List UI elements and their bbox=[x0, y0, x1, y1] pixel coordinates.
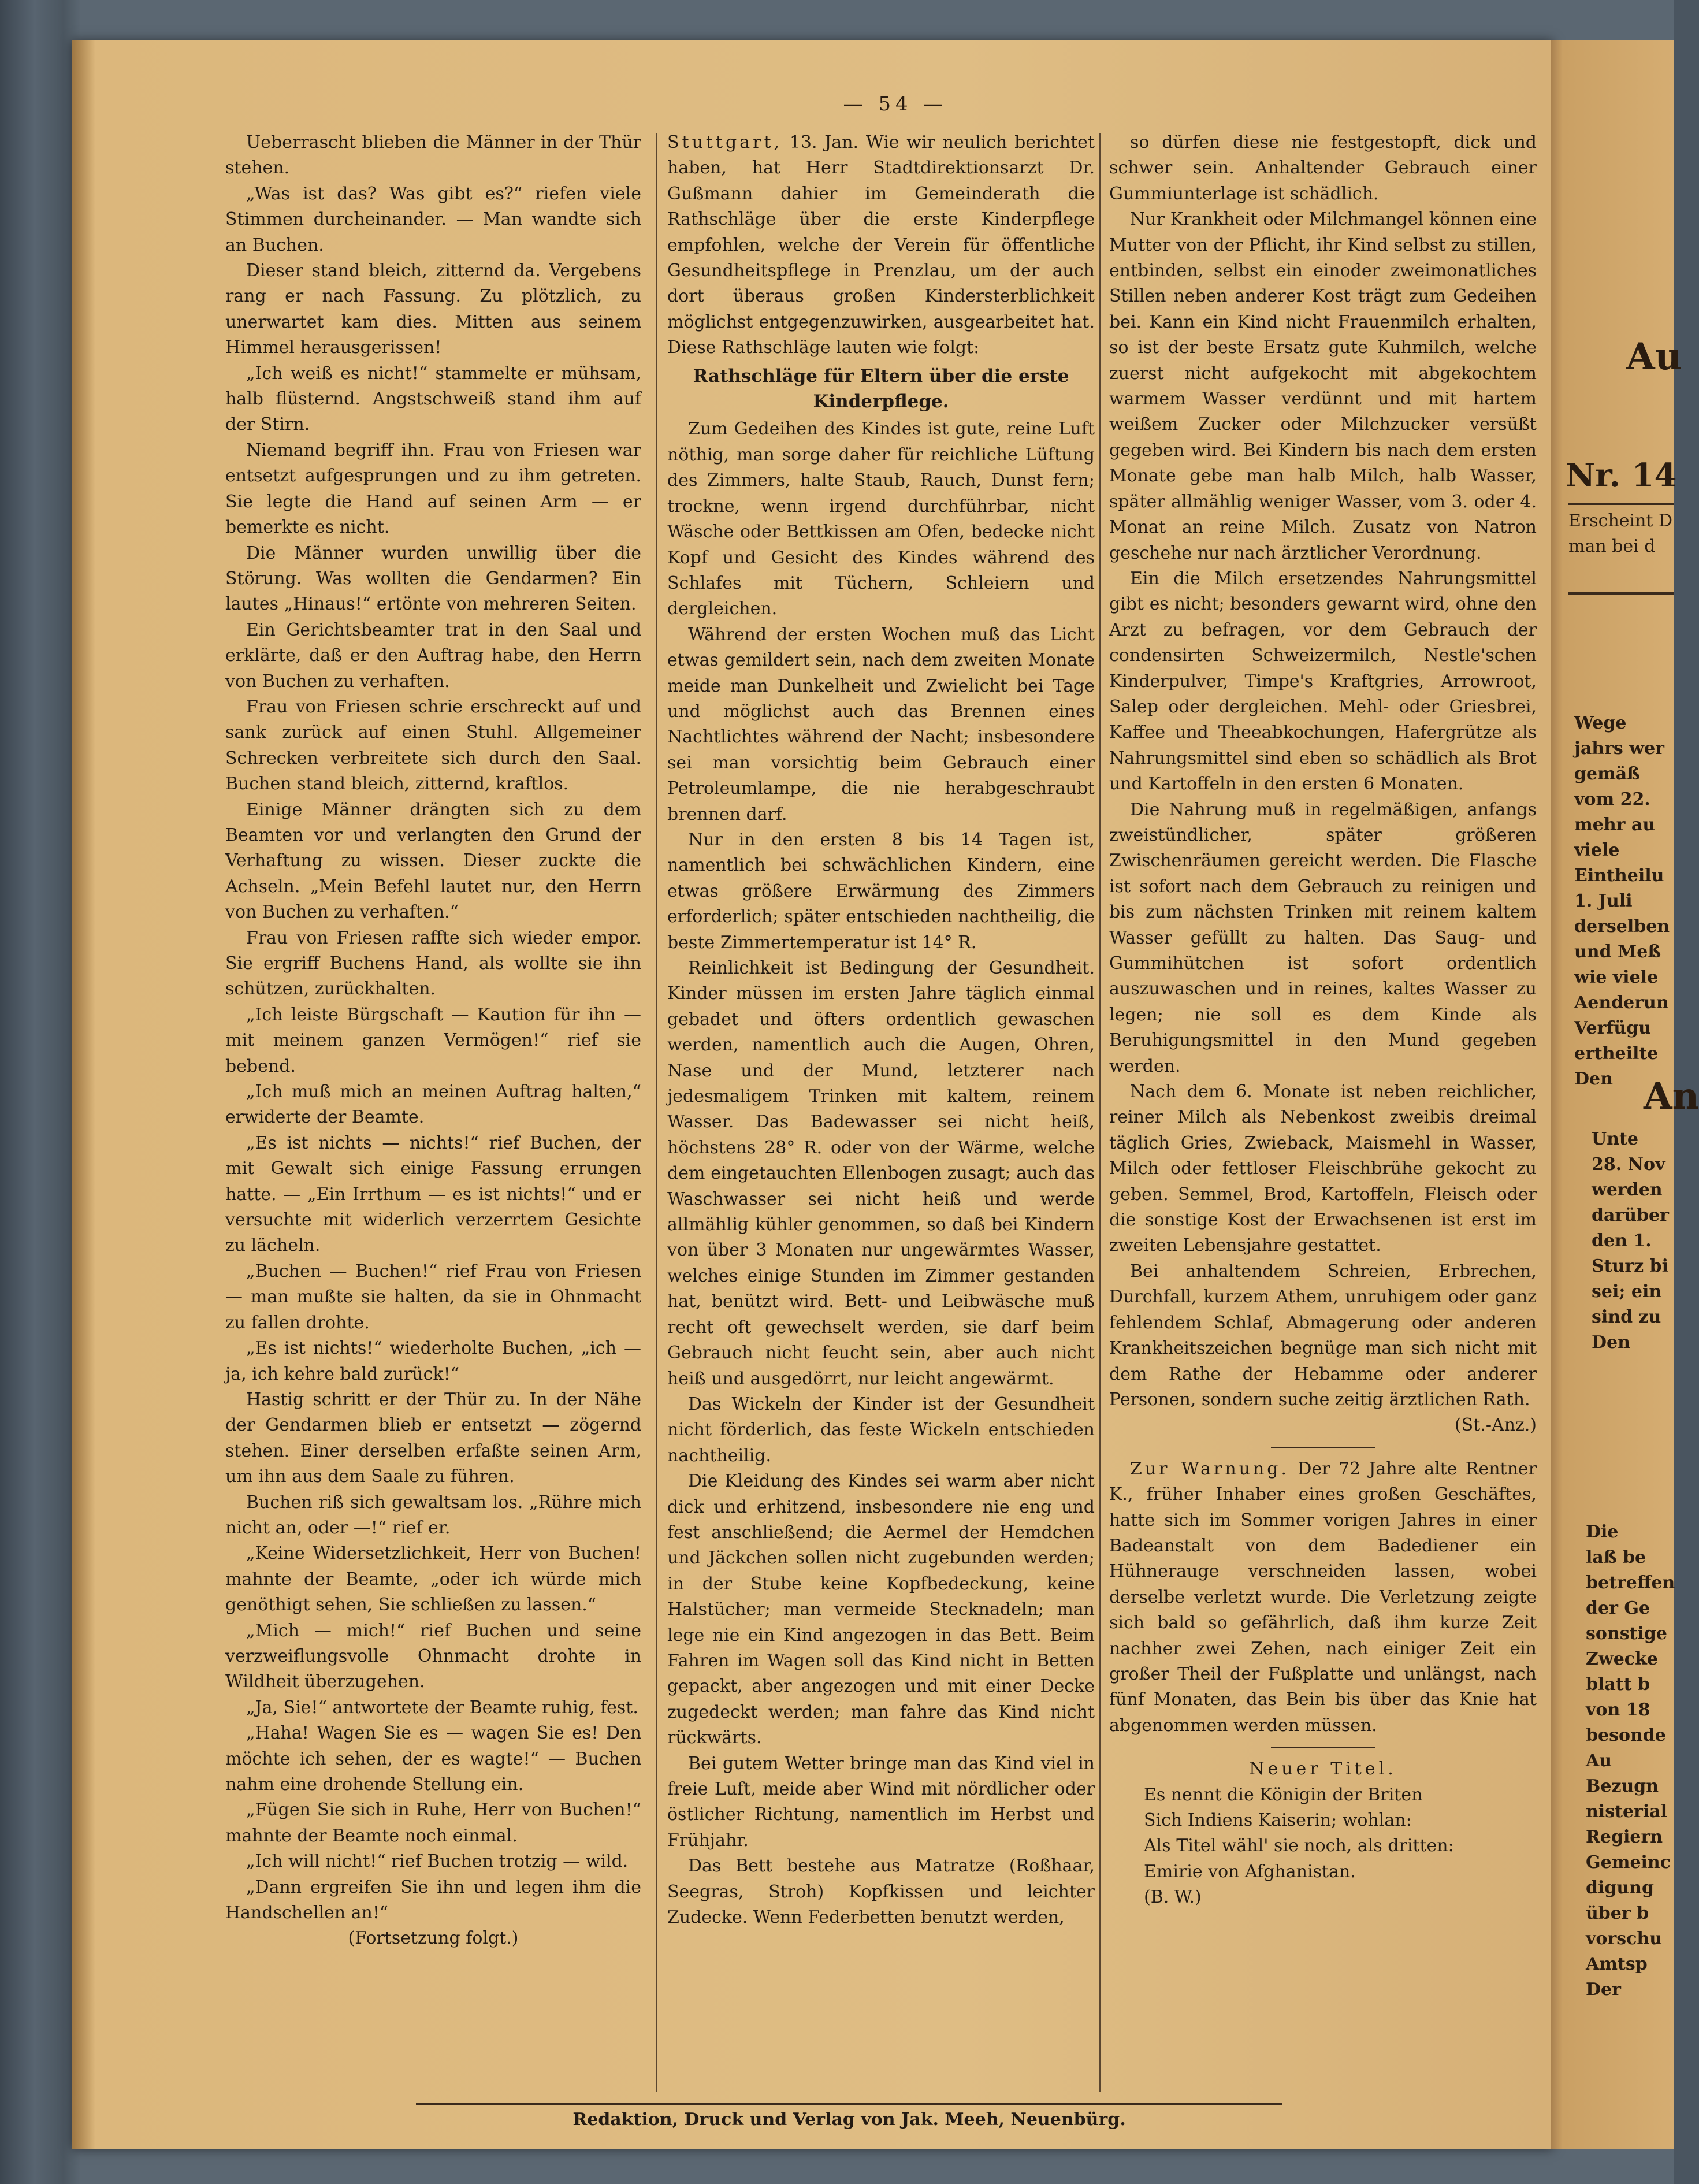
poem-source: (B. W.) bbox=[1144, 1887, 1202, 1908]
fragment-line: darüber bbox=[1592, 1205, 1669, 1225]
next-page-column-fragment bbox=[1574, 711, 1670, 1092]
fragment-line: besonde bbox=[1586, 1725, 1666, 1745]
fragment-line: man bei d bbox=[1568, 536, 1656, 556]
fragment-line: Regiern bbox=[1586, 1827, 1663, 1847]
paragraph: „Ja, Sie!“ antwortete der Beamte ruhig, fest. bbox=[246, 1697, 638, 1718]
paragraph: „Es ist nichts!“ wiederholte Buchen, „ich — ja, ich kehre bald zurück!“ bbox=[225, 1338, 641, 1384]
fragment-line: von 18 bbox=[1586, 1700, 1650, 1720]
paragraph: Frau von Friesen schrie erschreckt auf und sank zurück auf einen Stuhl. Allgemeiner Schrecken verbreitete sich durch den Saal. Buchen stand bleich, zitternd, kraftlos. bbox=[225, 696, 641, 794]
paragraph: Ein die Milch ersetzendes Nahrungsmittel gibt es nicht; besonders gewarnt wird, ohne den Arzt zu befragen, vor dem Gebrauch der condensirten Schweizermilch, Nestle'schen Kinderpulver, Timpe's Kraftgries, Arrowroot, Salep oder dergleichen. Mehl- oder Griesbrei, Kaffee und Theeabkochungen, Hafergrütze als Nahrungsmittel sind eben so schädlich als Brot und Kartoffeln in den ersten 6 Monaten. bbox=[1109, 568, 1537, 794]
paragraph: „Fügen Sie sich in Ruhe, Herr von Buchen!“ mahnte der Beamte noch einmal. bbox=[225, 1800, 641, 1846]
paragraph: Die Nahrung muß in regelmäßigen, anfangs zweistündlicher, später größeren Zwischenräumen gereicht werden. Die Flasche ist sofort nach dem Gebrauch zu reinigen und bis zum nächsten Trinken mit reinem kaltem Wasser gefüllt zu halten. Das Saug- und Gummihütchen ist sofort ordentlich auszuwaschen und in reines, kaltes Wasser zu legen; nie soll es dem Kinde als Beruhigungsmittel in den Mund gegeben werden. bbox=[1109, 799, 1537, 1076]
article-column-serial-story bbox=[225, 130, 641, 2106]
section-rule bbox=[1271, 1747, 1375, 1748]
next-page-edge bbox=[1551, 40, 1699, 2149]
paragraph: Reinlichkeit ist Bedingung der Gesundheit. Kinder müssen im ersten Jahre täglich einmal gebadet und öfters ordentlich gewaschen werden, namentlich auch die Augen, Ohren, Nase und der Mund, letzterer nach jedesmaligem Trinken mit kaltem, reinem Wasser. Das Badewasser sei nicht heiß, höchstens 28° R. oder von der Wärme, welche dem eingetauchten Ellenbogen zusagt; auch das Waschwasser sei nicht heiß und werde allmählig kühler genommen, so daß bei Kindern von über 3 Monaten nur ungewärmtes Wasser, welches einige Stunden im Zimmer gestanden hat, benützt wird. Bett- und Leibwäsche muß recht oft gewechselt werden, sie darf beim Gebrauch nicht feucht sein, aber auch nicht heiß und ausgedörrt, nur leicht angewärmt. bbox=[667, 958, 1095, 1389]
poem bbox=[1109, 1756, 1537, 1910]
fragment-line: Sturz bi bbox=[1592, 1256, 1668, 1276]
fragment-line: Gemeinc bbox=[1586, 1852, 1671, 1873]
fragment-line: Die bbox=[1586, 1522, 1619, 1542]
fragment-line: blatt b bbox=[1586, 1674, 1650, 1695]
paragraph: Niemand begriff ihn. Frau von Friesen war entsetzt aufgesprungen und zu ihm getreten. Sie legte die Hand auf seinen Arm — er bemerkte es nicht. bbox=[225, 440, 641, 538]
paragraph: „Buchen — Buchen!“ rief Frau von Friesen — man mußte sie halten, da sie in Ohnmacht zu fallen drohte. bbox=[225, 1261, 641, 1333]
poem-lines bbox=[1109, 1782, 1537, 1885]
fragment-line: 28. Nov bbox=[1592, 1154, 1665, 1175]
warning-text: Der 72 Jahre alte Rentner K., früher Inhaber eines großen Geschäftes, hatte sich im Sommer vorigen Jahres in einer Badeanstalt von dem Badediener ein Hühnerauge verschneiden lassen, wobei derselbe verletzt wurde. Die Verletzung zeigte sich bald so gefährlich, daß ihm kurze Zeit nachher zwei Zehen, nach einiger Zeit ein großer Theil der Fußplatte und unlängst, nach fünf Monaten, das Bein bis über das Knie hat abgenommen werden müssen. bbox=[1109, 1458, 1537, 1736]
fragment-line: Den bbox=[1574, 1069, 1613, 1089]
next-page-rule bbox=[1568, 592, 1674, 595]
next-page-subtitle-lines bbox=[1568, 508, 1672, 559]
fragment-line: viele bbox=[1574, 840, 1620, 860]
fragment-line: jahrs wer bbox=[1574, 738, 1664, 759]
poem-title: Neuer Titel. bbox=[1249, 1759, 1397, 1780]
paragraph: „Mich — mich!“ rief Buchen und seine verzweiflungsvolle Ohnmacht drohte in Wildheit überzugehen. bbox=[225, 1620, 641, 1692]
fragment-line: gemäß bbox=[1574, 764, 1641, 784]
paragraph: Ein Gerichtsbeamter trat in den Saal und erklärte, daß er den Auftrag habe, den Herrn von Buchen zu verhaften. bbox=[225, 619, 641, 692]
page-gutter-shadow bbox=[72, 40, 95, 2149]
fragment-line: wie viele bbox=[1574, 967, 1659, 987]
paragraph: Nach dem 6. Monate ist neben reichlicher, reiner Milch als Nebenkost zweibis dreimal täglich Gries, Zwieback, Maismehl in Wasser, Milch oder fettloser Fleischbrühe gekocht zu geben. Semmel, Brod, Kartoffeln, Fleisch oder die sonstige Kost der Erwachsenen ist erst im zweiten Lebensjahre gestattet. bbox=[1109, 1082, 1537, 1256]
fragment-line: über b bbox=[1586, 1903, 1649, 1923]
paragraph: „Ich will nicht!“ rief Buchen trotzig — wild. bbox=[246, 1851, 629, 1872]
fragment-line: Bezugn bbox=[1586, 1776, 1659, 1796]
fragment-line: derselben bbox=[1574, 916, 1670, 937]
fragment-line: der Ge bbox=[1586, 1598, 1650, 1618]
paragraph: Nur in den ersten 8 bis 14 Tagen ist, namentlich bei schwächlichen Kindern, eine etwas größere Erwärmung des Zimmers erforderlich; später entschieden nachtheilig, die beste Zimmertemperatur ist 14° R. bbox=[667, 829, 1095, 953]
fragment-line: Verfügu bbox=[1574, 1018, 1651, 1038]
fragment-line: sei; ein bbox=[1592, 1282, 1662, 1302]
fragment-line: digung bbox=[1586, 1878, 1654, 1898]
fragment-line: den 1. bbox=[1592, 1231, 1652, 1251]
article-intro bbox=[667, 130, 1095, 361]
fragment-line: 1. Juli bbox=[1574, 891, 1633, 911]
next-page-title-fragment: Au bbox=[1626, 335, 1682, 378]
fragment-line: Eintheilu bbox=[1574, 866, 1664, 886]
warning-article bbox=[1109, 1457, 1537, 1739]
article-heading: Rathschläge für Eltern über die erste Kinderpflege. bbox=[693, 365, 1069, 413]
paragraph: Bei gutem Wetter bringe man das Kind viel in freie Luft, meide aber Wind mit nördlicher oder östlicher Richtung, namentlich im Herbst und Frühjahr. bbox=[667, 1753, 1095, 1851]
paragraph: „Ich weiß es nicht!“ stammelte er mühsam, halb flüsternd. Angstschweiß stand ihm auf der Stirn. bbox=[225, 363, 641, 435]
fragment-line: ertheilte bbox=[1574, 1043, 1659, 1064]
article-body bbox=[1109, 130, 1537, 1413]
paragraph: „Haha! Wagen Sie es — wagen Sie es! Den möchte ich sehen, der es wagte!“ — Buchen nahm eine drohende Stellung ein. bbox=[225, 1723, 641, 1795]
paragraph: Dieser stand bleich, zitternd da. Vergebens rang er nach Fassung. Zu plötzlich, zu unerwartet kam dies. Mitten aus seinem Himmel herausgerissen! bbox=[225, 261, 641, 358]
paragraph: so dürfen diese nie festgestopft, dick und schwer sein. Anhaltender Gebrauch einer Gummiunterlage ist schädlich. bbox=[1109, 132, 1537, 204]
fragment-line: Zwecke bbox=[1586, 1649, 1658, 1669]
fragment-line: werden bbox=[1592, 1180, 1663, 1200]
poem-line: Es nennt die Königin der Briten bbox=[1144, 1784, 1423, 1805]
fragment-line: Erscheint D bbox=[1568, 511, 1673, 531]
paragraph: Bei anhaltendem Schreien, Erbrechen, Durchfall, kurzem Athem, unruhigem oder ganz fehlendem Schlaf, Abmagerung oder anderen Krankheitszeichen begnüge man sich nicht mit dem Rathe der Hebamme oder anderer Personen, sondern suche zeitig ärztlichen Rath. bbox=[1109, 1261, 1537, 1410]
dateline: Stuttgart, bbox=[667, 132, 783, 153]
fragment-line: sind zu bbox=[1592, 1307, 1661, 1327]
fragment-line: mehr au bbox=[1574, 815, 1656, 835]
paragraph: Einige Männer drängten sich zu dem Beamten vor und verlangten den Grund der Verhaftung zu wissen. Dieser zuckte die Achseln. „Mein Befehl lautet nur, den Herrn von Buchen zu verhaften.“ bbox=[225, 799, 641, 923]
imprint-footer: Redaktion, Druck und Verlag von Jak. Meeh, Neuenbürg. bbox=[416, 2103, 1282, 2138]
paragraph: „Es ist nichts — nichts!“ rief Buchen, der mit Gewalt sich einige Fassung errungen hatte. — „Ein Irrthum — es ist nichts!“ und er versuchte mit widerlich verzerrtem Gesichte zu lächeln. bbox=[225, 1132, 641, 1256]
fragment-line: Den bbox=[1592, 1332, 1630, 1353]
fragment-line: Der bbox=[1586, 1979, 1621, 2000]
fragment-line: laß be bbox=[1586, 1547, 1646, 1568]
paragraph: „Was ist das? Was gibt es?“ riefen viele Stimmen durcheinander. — Man wandte sich an Buchen. bbox=[225, 183, 641, 255]
paragraph: Ueberrascht blieben die Männer in der Thür stehen. bbox=[225, 132, 641, 179]
warning-label: Zur Warnung. bbox=[1130, 1458, 1290, 1479]
article-body bbox=[667, 417, 1095, 1930]
column-divider bbox=[1099, 133, 1101, 2092]
paragraph: Das Bett bestehe aus Matratze (Roßhaar, Seegras, Stroh) Kopfkissen und leichter Zudecke. Wenn Federbetten benutzt werden, bbox=[667, 1856, 1095, 1928]
article-column-continued bbox=[1109, 130, 1537, 2106]
paragraph: Während der ersten Wochen muß das Licht etwas gemildert sein, nach dem zweiten Monate meide man Dunkelheit und Zwielicht bei Tage und möglichst auch das Brennen eines Nachtlichtes während der Nacht; insbesondere sei man vorsichtig beim Gebrauch einer Petroleumlampe, die nie herabgeschraubt brennen darf. bbox=[667, 624, 1095, 824]
fragment-line: Au bbox=[1586, 1751, 1612, 1771]
fragment-line: und Meß bbox=[1574, 942, 1661, 962]
paragraph: „Ich leiste Bürgschaft — Kaution für ihn — mit meinem ganzen Vermögen!“ rief sie bebend. bbox=[225, 1004, 641, 1076]
paragraph: Die Männer wurden unwillig über die Störung. Was wollten die Gendarmen? Ein lautes „Hinaus!“ ertönte von mehreren Seiten. bbox=[225, 543, 641, 615]
continuation-note: (Fortsetzung folgt.) bbox=[348, 1928, 519, 1949]
fragment-line: vorschu bbox=[1586, 1929, 1663, 1949]
paragraph: Die Kleidung des Kindes sei warm aber nicht dick und erhitzend, insbesondere nie eng und fest anschließend; die Aermel der Hemdchen und Jäckchen sollen nicht zugebunden werden; in der Stube keine Kopfbedeckung, keine Halstücher; man vermeide Stecknadeln; man lege nie ein Kind angezogen in das Bett. Beim Fahren im Wagen soll das Kind nicht in Betten gepackt, aber angezogen und mit einer Decke zugedeckt werden; man fahre das Kind nicht rückwärts. bbox=[667, 1471, 1095, 1748]
paragraph: „Dann ergreifen Sie ihn und legen ihm die Handschellen an!“ bbox=[225, 1877, 641, 1923]
paragraph: Nur Krankheit oder Milchmangel können eine Mutter von der Pflicht, ihr Kind selbst zu stillen, entbinden, selbst ein einoder zweimonatliches Stillen neben anderer Kost trägt zum Gedeihen bei. Kann ein Kind nicht Frauenmilch erhalten, so ist der beste Ersatz gute Kuhmilch, welche zuerst nicht aufgekocht mit abgekochtem warmem Wasser verdünnt und mit hartem weißem Zucker oder Milchzucker versüßt gegeben wird. Bei Kindern bis nach dem ersten Monate gebe man halb Milch, halb Wasser, später allmählig weniger Wasser, vom 3. oder 4. Monat an reine Milch. Zusatz von Natron geschehe nur nach ärztlicher Verordnung. bbox=[1109, 209, 1537, 563]
fragment-line: sonstige bbox=[1586, 1624, 1667, 1644]
fragment-line: nisterial bbox=[1586, 1802, 1668, 1822]
page-number: — 54 — bbox=[843, 92, 948, 116]
paragraph: Hastig schritt er der Thür zu. In der Nähe der Gendarmen blieb er entsetzt — zögernd stehen. Einer derselben erfaßte seinen Arm, um ihn aus dem Saale zu führen. bbox=[225, 1389, 641, 1487]
poem-line: Als Titel wähl' sie noch, als dritten: bbox=[1144, 1836, 1454, 1856]
poem-line: Emirie von Afghanistan. bbox=[1144, 1861, 1356, 1882]
next-page-rule bbox=[1568, 503, 1674, 505]
source-credit: (St.-Anz.) bbox=[1454, 1415, 1537, 1436]
fragment-line: Unte bbox=[1592, 1129, 1638, 1149]
paragraph: Buchen riß sich gewaltsam los. „Rühre mich nicht an, oder —!“ rief er. bbox=[225, 1492, 641, 1538]
paragraph: Das Wickeln der Kinder ist der Gesundheit nicht förderlich, das feste Wickeln entschieden nachtheilig. bbox=[667, 1394, 1095, 1466]
fragment-line: Wege bbox=[1574, 713, 1627, 733]
next-page-column-fragment bbox=[1586, 1520, 1675, 2003]
section-rule bbox=[1271, 1447, 1375, 1448]
fragment-line: betreffen bbox=[1586, 1573, 1675, 1593]
poem-line: Sich Indiens Kaiserin; wohlan: bbox=[1144, 1810, 1412, 1830]
next-page-issue-number: Nr. 14 bbox=[1566, 456, 1677, 495]
column-divider bbox=[656, 133, 657, 2092]
fragment-line: Aenderun bbox=[1574, 993, 1669, 1013]
paragraph: „Ich muß mich an meinen Auftrag halten,“ erwiderte der Beamte. bbox=[225, 1082, 641, 1128]
paragraph: „Keine Widersetzlichkeit, Herr von Buchen! mahnte der Beamte, „oder ich würde mich genöthigt sehen, Sie schließen zu lassen.“ bbox=[225, 1543, 641, 1615]
next-page-column-fragment bbox=[1592, 1127, 1669, 1355]
paragraph: Frau von Friesen raffte sich wieder empor. Sie ergriff Buchens Hand, als wollte sie ihn schützen, zurückhalten. bbox=[225, 927, 641, 1000]
article-column-child-care bbox=[667, 130, 1095, 2106]
fragment-line: Amtsp bbox=[1586, 1954, 1648, 1974]
next-page-heading-fragment: An bbox=[1644, 1075, 1699, 1118]
paragraph: Zum Gedeihen des Kindes ist gute, reine Luft nöthig, man sorge daher für reichliche Lüftung des Zimmers, halte Staub, Rauch, Dunst fern; trockne, wenn irgend durchführbar, nicht Wäsche oder Bettkissen am Ofen, bedecke nicht Kopf und Gesicht des Kindes während des Schlafes mit Tüchern, Schleiern und dergleichen. bbox=[667, 419, 1095, 619]
fragment-line: vom 22. bbox=[1574, 789, 1650, 809]
intro-text: 13. Jan. Wie wir neulich berichtet haben, hat Herr Stadtdirektionsarzt Dr. Gußmann dahier im Gemeinderath die Rathschläge über die erste Kinderpflege empfohlen, welche der Verein für öffentliche Gesundheitspflege in Prenzlau, um der auch dort überaus großen Kindersterblichkeit möglichst entgegenzuwirken, ausgearbeitet hat. Diese Rathschläge lauten wie folgt: bbox=[667, 132, 1095, 358]
